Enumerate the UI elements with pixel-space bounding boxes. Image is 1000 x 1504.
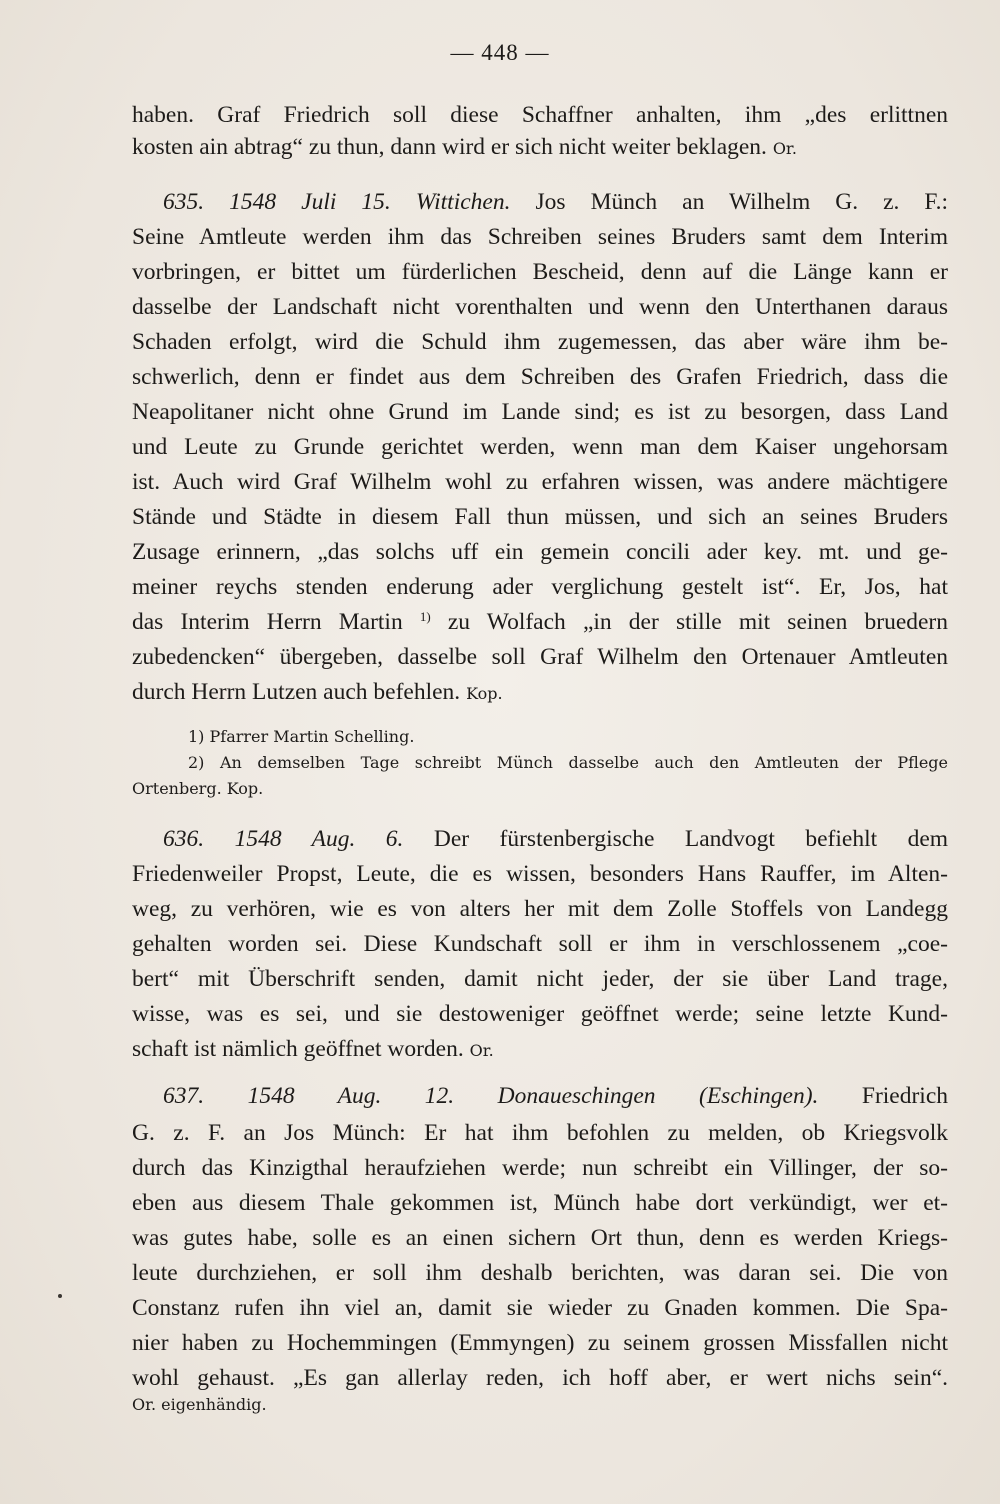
text-line: Constanz rufen ihn viel an, damit sie wieder zu Gnaden kommen. Die Spa-	[132, 1295, 948, 1321]
text-line: Zusage erinnern, „das solchs uff ein gemein concili ader key. mt. und ge-	[132, 539, 948, 565]
text-line: dasselbe der Landschaft nicht vorenthalten und wenn den Unterthanen daraus	[132, 294, 948, 320]
source-note: Or.	[772, 139, 797, 158]
source-note: Or.	[469, 1041, 494, 1060]
text-line: durch das Kinzigthal heraufziehen werde; nun schreibt ein Villinger, der so-	[132, 1155, 948, 1181]
entry-date: 1548 Juli 15.	[229, 189, 391, 215]
text-line	[132, 607, 948, 637]
text-line: bert“ mit Überschrift senden, damit nicht jeder, der sie über Land trage,	[132, 966, 948, 992]
entry-summary: Jos Münch an Wilhelm G. z. F.:	[535, 189, 949, 215]
text-line	[132, 1034, 948, 1064]
entry-heading-635	[163, 187, 948, 217]
text-line: G. z. F. an Jos Münch: Er hat ihm befohlen zu melden, ob Kriegsvolk	[132, 1120, 948, 1146]
text-line: vorbringen, er bittet um fürderlichen Bescheid, denn auf die Länge kann er	[132, 259, 948, 285]
footnote-2: 2) An demselben Tage schreibt Münch dasselbe auch den Amtleuten der Pflege	[188, 753, 948, 772]
entry-place: Donaueschingen (Eschingen).	[497, 1083, 819, 1109]
entry-date: 1548 Aug. 6.	[234, 826, 404, 852]
entry-date: 1548 Aug. 12.	[247, 1083, 455, 1109]
source-note: Kop.	[466, 684, 503, 703]
text-line: haben. Graf Friedrich soll diese Schaffner anhalten, ihm „des erlittnen	[132, 102, 948, 128]
entry-heading-636	[163, 824, 948, 854]
text-line: gehalten worden sei. Diese Kundschaft soll er ihm in verschlossenem „coe-	[132, 931, 948, 957]
text-line: weg, zu verhören, wie es von alters her mit dem Zolle Stoffels von Landegg	[132, 896, 948, 922]
entry-number: 636.	[163, 826, 205, 852]
text-line: Friedenweiler Propst, Leute, die es wissen, besonders Hans Rauffer, im Alten-	[132, 861, 948, 887]
text-line	[132, 132, 948, 162]
text-line: was gutes habe, solle es an einen sichern Ort thun, denn es werden Kriegs-	[132, 1225, 948, 1251]
text-line	[132, 677, 948, 707]
text-line: wohl gehaust. „Es gan allerlay reden, ich hoff aber, er wert nichs sein“.	[132, 1365, 948, 1391]
text-line: und Leute zu Grunde gerichtet werden, wenn man dem Kaiser ungehorsam	[132, 434, 948, 460]
text-span: schaft ist nämlich geöffnet worden.	[132, 1036, 464, 1062]
text-line: Seine Amtleute werden ihm das Schreiben seines Bruders samt dem Interim	[132, 224, 948, 250]
text-line: zubedencken“ übergeben, dasselbe soll Graf Wilhelm den Ortenauer Amtleuten	[132, 644, 948, 670]
text-line: ist. Auch wird Graf Wilhelm wohl zu erfahren wissen, was andere mächtigere	[132, 469, 948, 495]
entry-number: 637.	[163, 1083, 205, 1109]
text-span: das Interim Herrn Martin	[132, 609, 403, 635]
footnote-marker: 1)	[419, 609, 431, 624]
footnote-2-continued: Ortenberg. Kop.	[132, 779, 264, 798]
text-line: nier haben zu Hochemmingen (Emmyngen) zu seinem grossen Missfallen nicht	[132, 1330, 948, 1356]
text-span: kosten ain abtrag“ zu thun, dann wird er sich nicht weiter beklagen.	[132, 134, 767, 160]
text-span: durch Herrn Lutzen auch befehlen.	[132, 679, 461, 705]
text-line: leute durchziehen, er soll ihm deshalb berichten, was daran sei. Die von	[132, 1260, 948, 1286]
text-span: zu Wolfach „in der stille mit seinen bruedern	[447, 609, 949, 635]
entry-heading-637	[163, 1081, 948, 1111]
text-line: wisse, was es sei, und sie destoweniger geöffnet werde; seine letzte Kund-	[132, 1001, 948, 1027]
text-line: Schaden erfolgt, wird die Schuld ihm zugemessen, das aber wäre ihm be-	[132, 329, 948, 355]
page-number: — 448 —	[450, 40, 550, 65]
entry-number: 635.	[163, 189, 205, 215]
entry-summary: Friedrich	[861, 1083, 949, 1109]
text-line: Stände und Städte in diesem Fall thun müssen, und sich an seines Bruders	[132, 504, 948, 530]
entry-summary: Der fürstenbergische Landvogt befiehlt dem	[433, 826, 949, 852]
text-line: meiner reychs stenden enderung ader verglichung gestelt ist“. Er, Jos, hat	[132, 574, 948, 600]
source-note: Or. eigenhändig.	[132, 1395, 267, 1414]
text-line: schwerlich, denn er findet aus dem Schreiben des Grafen Friedrich, dass die	[132, 364, 948, 390]
text-line: eben aus diesem Thale gekommen ist, Münch habe dort verkündigt, wer et-	[132, 1190, 948, 1216]
margin-dot	[58, 1294, 62, 1298]
text-line: Neapolitaner nicht ohne Grund im Lande sind; es ist zu besorgen, dass Land	[132, 399, 948, 425]
footnote-1: 1) Pfarrer Martin Schelling.	[188, 727, 415, 746]
entry-place: Wittichen.	[415, 189, 511, 215]
